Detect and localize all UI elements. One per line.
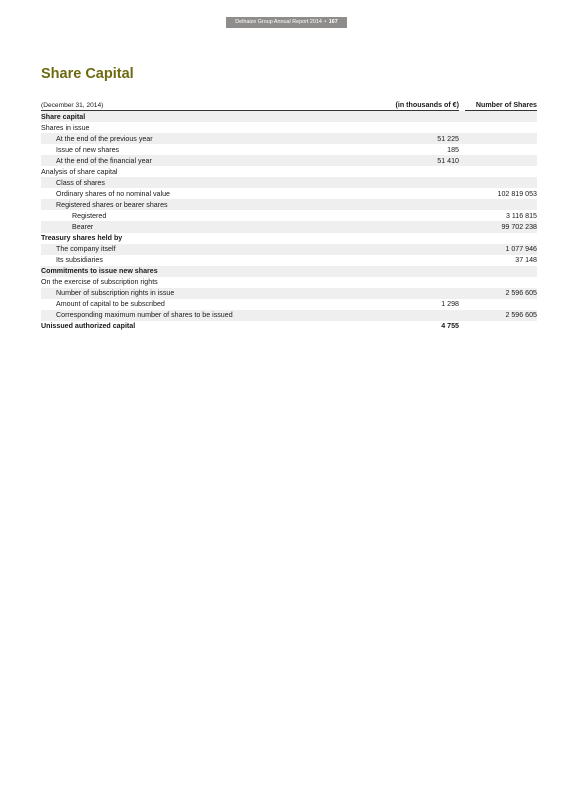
row-label: On the exercise of subscription rights — [41, 278, 158, 287]
column-header-shares: Number of Shares — [465, 101, 537, 111]
row-label: Amount of capital to be subscribed — [56, 300, 165, 309]
table-row — [41, 111, 537, 122]
table-row — [41, 310, 537, 321]
row-label: Treasury shares held by — [41, 234, 123, 243]
row-label: Class of shares — [56, 178, 105, 187]
row-label: Unissued authorized capital — [41, 322, 136, 331]
row-value-shares: 102 819 053 — [497, 189, 537, 198]
table-row — [41, 266, 537, 277]
page-header — [226, 17, 347, 28]
row-value-shares: 3 116 815 — [505, 211, 537, 220]
row-label: Corresponding maximum number of shares to be issued — [56, 311, 233, 320]
table-row — [41, 233, 537, 244]
table-row — [41, 210, 537, 221]
table-row — [41, 177, 537, 188]
row-label: Bearer — [72, 222, 94, 231]
date-label: (December 31, 2014) — [41, 102, 391, 111]
row-label: Registered shares or bearer shares — [56, 200, 168, 209]
row-label: Issue of new shares — [56, 145, 120, 154]
row-label: The company itself — [56, 245, 116, 254]
table-row — [41, 199, 537, 210]
table-row — [41, 277, 537, 288]
table-row — [41, 133, 537, 144]
row-value-shares: 99 702 238 — [501, 222, 537, 231]
row-value-shares: 2 596 605 — [505, 311, 537, 320]
header-separator: • — [324, 19, 327, 25]
page-number: 167 — [328, 19, 338, 25]
table-header — [41, 97, 537, 111]
row-label: At the end of the previous year — [56, 134, 153, 143]
row-label: Number of subscription rights in issue — [56, 289, 175, 298]
table-row — [41, 188, 537, 199]
table-row — [41, 122, 537, 133]
table-row — [41, 288, 537, 299]
row-value-shares: 37 148 — [515, 256, 537, 265]
row-value-shares: 2 596 605 — [505, 289, 537, 298]
row-label: Analysis of share capital — [41, 167, 118, 176]
row-label: At the end of the financial year — [56, 156, 152, 165]
row-label: Commitments to issue new shares — [41, 267, 158, 276]
table-row — [41, 244, 537, 255]
column-header-thousands: (in thousands of €) — [391, 101, 459, 111]
row-value-thousands: 51 225 — [437, 134, 459, 143]
row-label: Registered — [72, 211, 107, 220]
report-title: Delhaize Group Annual Report 2014 — [235, 19, 322, 25]
table-row — [41, 144, 537, 155]
row-value-shares: 1 077 946 — [505, 245, 537, 254]
row-label: Shares in issue — [41, 123, 90, 132]
row-value-thousands: 4 755 — [441, 322, 459, 331]
share-capital-table — [41, 97, 537, 332]
table-row — [41, 255, 537, 266]
table-row — [41, 155, 537, 166]
table-body — [41, 111, 537, 332]
table-row — [41, 221, 537, 232]
row-value-thousands: 51 410 — [437, 156, 459, 165]
row-label: Ordinary shares of no nominal value — [56, 189, 170, 198]
table-row — [41, 321, 537, 332]
row-label: Share capital — [41, 112, 86, 121]
row-label: Its subsidiaries — [56, 256, 103, 265]
table-row — [41, 166, 537, 177]
table-row — [41, 299, 537, 310]
row-value-thousands: 1 298 — [441, 300, 459, 309]
row-value-thousands: 185 — [447, 145, 459, 154]
page-title: Share Capital — [41, 66, 134, 82]
